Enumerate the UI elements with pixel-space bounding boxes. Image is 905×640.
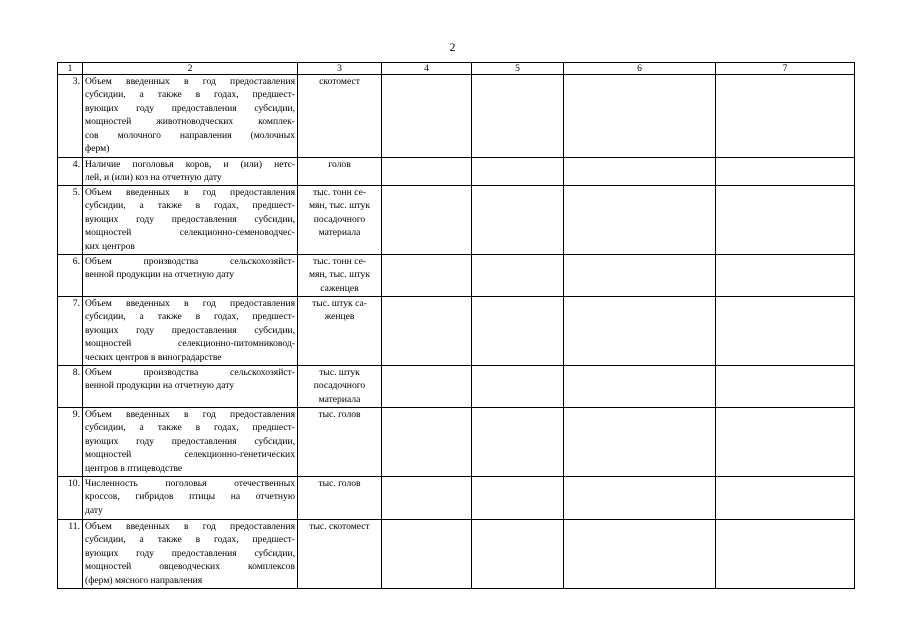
unit-line: посадочного (313, 213, 366, 225)
unit-cell (298, 255, 382, 297)
indicator-line: ческих центров в виноградарстве (85, 351, 222, 363)
empty-cell (382, 186, 472, 255)
data-table (57, 62, 855, 589)
unit-line: мян, тыс. штук (308, 200, 371, 212)
unit-line: тыс. штук са- (312, 298, 367, 309)
indicator-line: мощностей селекционно-питомниковод- (85, 338, 295, 350)
indicator-name (83, 158, 298, 186)
empty-cell (564, 366, 716, 408)
empty-cell (564, 75, 716, 158)
empty-cell (382, 297, 472, 366)
empty-cell (472, 520, 564, 589)
row-number: 5. (58, 186, 83, 255)
table-row (58, 75, 855, 158)
unit-line: материала (318, 393, 361, 405)
table-row (58, 255, 855, 297)
indicator-line: мощностей животноводческих комплек- (85, 116, 295, 128)
empty-cell (472, 255, 564, 297)
indicator-line: лей, и (или) коз на отчетную дату (85, 172, 222, 184)
row-number: 9. (58, 408, 83, 477)
empty-cell (472, 408, 564, 477)
unit-line: тыс. штук (319, 367, 360, 378)
indicator-line: Объем введенных в год предоставления (85, 76, 295, 87)
indicator-line: венной продукции на отчетную дату (85, 380, 235, 392)
empty-cell (382, 75, 472, 158)
empty-cell (382, 520, 472, 589)
row-number: 10. (58, 477, 83, 520)
indicator-line: вующих году предоставления субсидии, (85, 102, 295, 114)
unit-line: тыс. скотомест (309, 521, 370, 532)
indicator-line: вующих году предоставления субсидии, (85, 547, 295, 559)
indicator-line: ферм) (85, 143, 110, 155)
indicator-line: дату (85, 504, 103, 516)
empty-cell (716, 75, 855, 158)
empty-cell (716, 255, 855, 297)
unit-line: материала (318, 227, 361, 239)
indicator-line: Объем введенных в год предоставления (85, 298, 295, 309)
header-row (58, 63, 855, 75)
unit-line: скотомест (319, 76, 360, 87)
empty-cell (716, 297, 855, 366)
unit-line: тыс. тонн се- (312, 187, 367, 198)
unit-line: женцев (324, 311, 355, 323)
unit-cell (298, 520, 382, 589)
indicator-line: Численность поголовья отечественных (85, 478, 295, 489)
indicator-name (83, 366, 298, 408)
table-row (58, 297, 855, 366)
unit-line: посадочного (313, 380, 366, 392)
empty-cell (382, 408, 472, 477)
indicator-name (83, 520, 298, 589)
empty-cell (382, 366, 472, 408)
indicator-name (83, 408, 298, 477)
empty-cell (564, 158, 716, 186)
indicator-line: (ферм) мясного направления (85, 574, 203, 586)
empty-cell (564, 297, 716, 366)
row-number: 3. (58, 75, 83, 158)
table-row (58, 477, 855, 520)
table-row (58, 366, 855, 408)
indicator-line: субсидии, а также в годах, предшест- (85, 200, 295, 212)
empty-cell (716, 520, 855, 589)
table-row (58, 408, 855, 477)
unit-cell (298, 158, 382, 186)
empty-cell (382, 255, 472, 297)
unit-cell (298, 408, 382, 477)
page-number: 2 (449, 40, 456, 54)
unit-line: голов (328, 159, 351, 170)
indicator-line: мощностей селекционно-генетических (85, 449, 295, 461)
empty-cell (716, 366, 855, 408)
table-row (58, 520, 855, 589)
empty-cell (472, 297, 564, 366)
column-header: 4 (382, 63, 472, 75)
empty-cell (382, 158, 472, 186)
empty-cell (716, 408, 855, 477)
empty-cell (564, 186, 716, 255)
indicator-line: венной продукции на отчетную дату (85, 269, 235, 281)
table-row (58, 158, 855, 186)
indicator-line: субсидии, а также в годах, предшест- (85, 422, 295, 434)
empty-cell (564, 255, 716, 297)
indicator-line: вующих году предоставления субсидии, (85, 213, 295, 225)
unit-cell (298, 366, 382, 408)
indicator-name (83, 297, 298, 366)
empty-cell (716, 477, 855, 520)
empty-cell (472, 186, 564, 255)
empty-cell (716, 186, 855, 255)
empty-cell (472, 366, 564, 408)
column-header: 1 (58, 63, 83, 75)
row-number: 11. (58, 520, 83, 589)
column-header: 7 (716, 63, 855, 75)
unit-line: саженцев (320, 282, 359, 294)
column-header: 3 (298, 63, 382, 75)
row-number: 7. (58, 297, 83, 366)
table-row (58, 186, 855, 255)
indicator-line: ких центров (85, 240, 135, 252)
row-number: 6. (58, 255, 83, 297)
row-number: 4. (58, 158, 83, 186)
indicator-line: Объем введенных в год предоставления (85, 521, 295, 532)
unit-line: мян, тыс. штук (308, 269, 371, 281)
unit-cell (298, 186, 382, 255)
empty-cell (564, 408, 716, 477)
column-header: 5 (472, 63, 564, 75)
indicator-line: центров в птицеводстве (85, 462, 183, 474)
indicator-line: вующих году предоставления субсидии, (85, 324, 295, 336)
unit-cell (298, 477, 382, 520)
indicator-line: Объем введенных в год предоставления (85, 409, 295, 420)
unit-cell (298, 297, 382, 366)
indicator-line: сов молочного направления (молочных (85, 129, 295, 141)
indicator-name (83, 186, 298, 255)
empty-cell (382, 477, 472, 520)
empty-cell (716, 158, 855, 186)
indicator-name (83, 477, 298, 520)
indicator-line: Наличие поголовья коров, и (или) нетє- (85, 159, 295, 170)
indicator-line: Объем производства сельскохозяйст- (85, 367, 295, 378)
unit-line: тыс. тонн се- (312, 256, 367, 267)
column-header: 6 (564, 63, 716, 75)
table-body (58, 75, 855, 589)
empty-cell (564, 477, 716, 520)
empty-cell (564, 520, 716, 589)
indicator-line: вующих году предоставления субсидии, (85, 435, 295, 447)
row-number: 8. (58, 366, 83, 408)
unit-line: тыс. голов (318, 478, 361, 489)
indicator-line: субсидии, а также в годах, предшест- (85, 311, 295, 323)
indicator-line: мощностей селекционно-семеноводчес- (85, 227, 295, 239)
indicator-name (83, 255, 298, 297)
empty-cell (472, 75, 564, 158)
indicator-line: мощностей овцеводческих комплексов (85, 561, 295, 573)
empty-cell (472, 158, 564, 186)
empty-cell (472, 477, 564, 520)
indicator-line: субсидии, а также в годах, предшест- (85, 89, 295, 101)
indicator-line: Объем введенных в год предоставления (85, 187, 295, 198)
indicator-line: субсидии, а также в годах, предшест- (85, 534, 295, 546)
indicator-line: кроссов, гибридов птицы на отчетную (85, 491, 295, 503)
indicator-line: Объем производства сельскохозяйст- (85, 256, 295, 267)
column-header: 2 (83, 63, 298, 75)
unit-line: тыс. голов (318, 409, 361, 420)
indicator-name (83, 75, 298, 158)
unit-cell (298, 75, 382, 158)
